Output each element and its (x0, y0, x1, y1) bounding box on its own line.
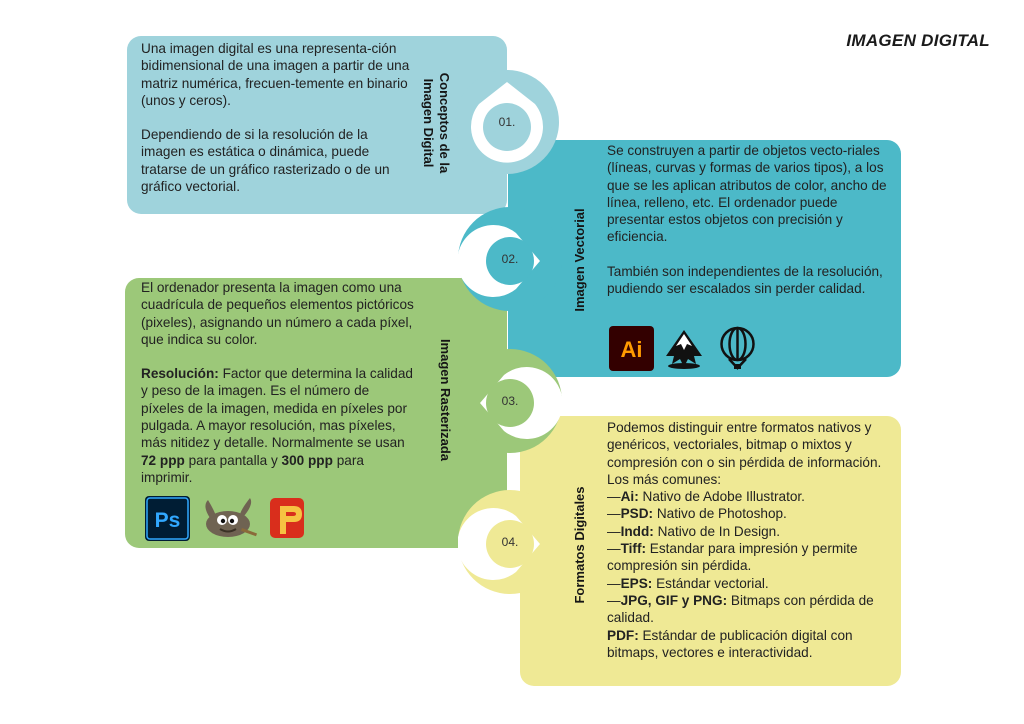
page-title: IMAGEN DIGITAL (846, 31, 990, 50)
badge-02 (458, 207, 562, 311)
formatos-intro: Podemos distinguir entre formatos nativos y genéricos, vectoriales, bitmap o mixtos y compresión con o sin pérdida de información. (607, 420, 882, 470)
paint-icon (266, 496, 311, 541)
format-desc: Estandar para impresión y permite compresión sin pérdida. (607, 541, 858, 574)
format-name: PSD: (620, 506, 654, 522)
raster-app-icons (145, 496, 311, 541)
vectorial-text (607, 142, 892, 297)
photoshop-icon (145, 496, 190, 541)
section-label-conceptos: Conceptos de la Imagen Digital (421, 72, 452, 174)
inkscape-icon (662, 326, 707, 371)
format-list (607, 488, 895, 661)
format-item (607, 627, 895, 662)
format-name: JPG, GIF y PNG: (620, 592, 728, 608)
format-item: —Ai: Nativo de Adobe Illustrator. (607, 489, 805, 505)
conceptos-paragraph-2: Dependiendo de si la resolución de la imagen es estática o dinámica, puede tratarse de un gráfico rasterizado o de un gráfico vectorial. (141, 127, 390, 195)
format-item: —Indd: Nativo de In Design. (607, 523, 780, 539)
resolucion-term: Resolución: (141, 366, 219, 382)
rasterizada-text (141, 279, 416, 486)
format-desc: Nativo de In Design. (653, 523, 780, 539)
illustrator-icon-label: Ai (620, 337, 643, 362)
resolucion-screen-value: 72 ppp (141, 452, 185, 468)
badge-number: 04. (501, 535, 519, 549)
formatos-common-label: Los más comunes: (607, 471, 722, 487)
conceptos-paragraph-1: Una imagen digital es una representa-ción bidimensional de una imagen a partir de una matriz numérica, frecuen-temente en binario (unos y ceros). (141, 41, 410, 108)
illustrator-icon (609, 326, 654, 371)
badge-03 (458, 349, 562, 453)
gimp-icon (198, 496, 258, 541)
coreldraw-icon (715, 326, 760, 371)
vectorial-paragraph-2: También son independientes de la resolución, pudiendo ser escalados sin perder calidad. (607, 263, 883, 297)
format-item: —PSD: Nativo de Photoshop. (607, 506, 787, 522)
badge-number: 03. (501, 394, 519, 408)
section-label-rasterizada: Imagen Rasterizada (438, 338, 453, 462)
format-desc: Bitmaps con pérdida de calidad. (607, 592, 874, 626)
format-item: —EPS: Estándar vectorial. (607, 575, 769, 591)
vectorial-paragraph-1: Se construyen a partir de objetos vecto-riales (líneas, curvas y formas de varios tipos), a los que se les aplican atributos de color, ancho de línea, relleno, etc. El ordenador puede presentar estos objetos con precisión y eficiencia. (607, 143, 887, 245)
section-label-formatos: Formatos Digitales (572, 486, 587, 604)
resolucion-print-value: 300 ppp (281, 452, 333, 468)
badge-number: 02. (501, 252, 519, 266)
format-desc: Estándar de publicación digital con bitmaps, vectores e interactividad. (607, 627, 853, 660)
format-name: Tiff: (620, 541, 647, 557)
format-desc: Estándar vectorial. (652, 575, 769, 591)
badge-number: 01. (498, 115, 516, 129)
section-label-vectorial: Imagen Vectorial (572, 208, 587, 312)
formatos-text (607, 419, 895, 661)
format-desc: Nativo de Photoshop. (653, 506, 787, 522)
badge-04 (458, 490, 562, 594)
format-item: —Tiff: Estandar para impresión y permite compresión sin pérdida. (607, 541, 858, 574)
rasterizada-intro: El ordenador presenta la imagen como una cuadrícula de pequeños elementos pictóricos (pixeles), asignando un número a cada píxel, que indica su color. (141, 280, 414, 347)
format-name: Ai: (620, 489, 639, 505)
conceptos-text (141, 40, 411, 195)
format-name: Indd: (620, 523, 654, 539)
vector-app-icons (609, 326, 760, 371)
photoshop-icon-label: Ps (154, 509, 181, 532)
rasterizada-resolucion: Resolución: Factor que determina la calidad y peso de la imagen. Es el número de píxeles de la imagen, medida en píxeles por pulgada. A mayor resolución, mas píxeles, más nitidez y detalle. Normalmente se usan 72 ppp para pantalla y 300 ppp para imprimir. (141, 366, 413, 485)
format-item: —JPG, GIF y PNG: Bitmaps con pérdida de calidad. (607, 592, 874, 626)
badge-01 (455, 70, 559, 174)
format-name: PDF: (607, 627, 639, 643)
format-name: EPS: (620, 575, 653, 591)
format-desc: Nativo de Adobe Illustrator. (638, 489, 805, 505)
